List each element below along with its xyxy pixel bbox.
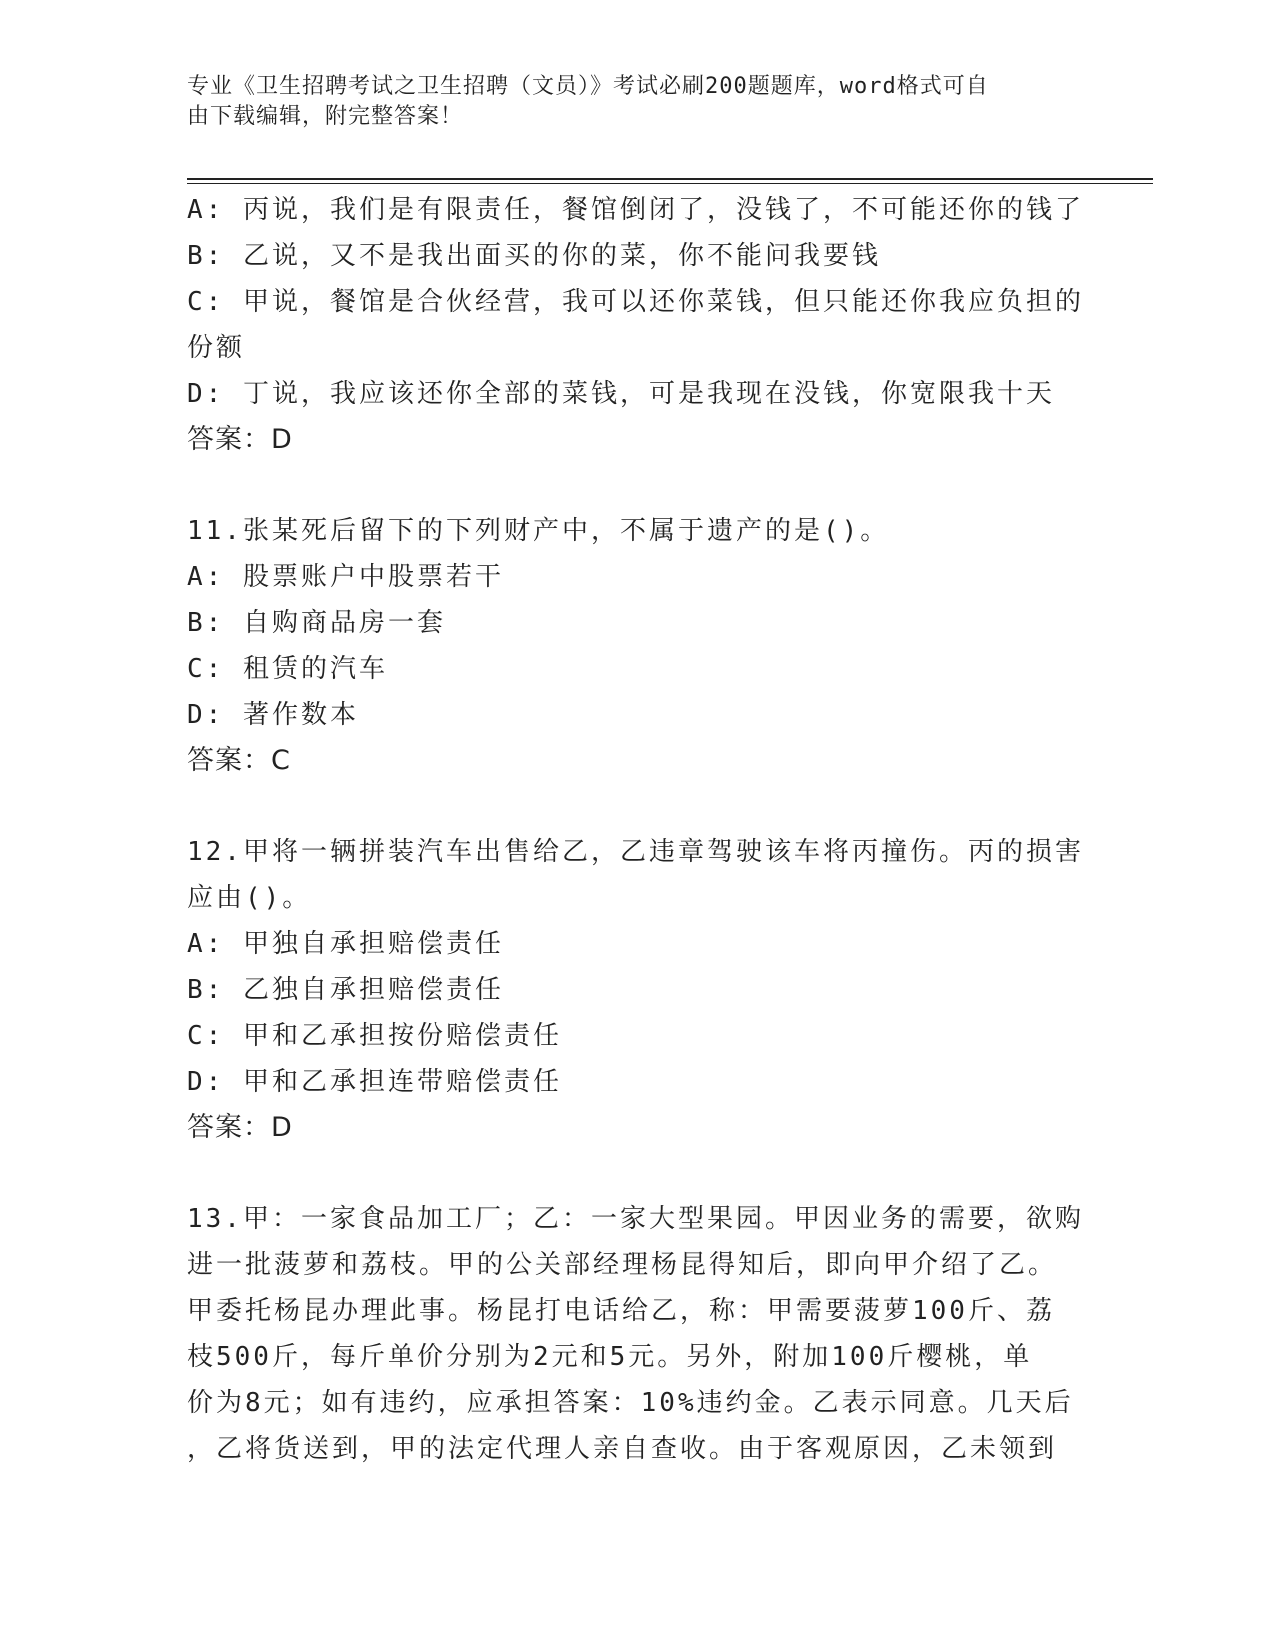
question-12 — [187, 829, 1087, 1151]
option-b: B: 乙说，又不是我出面买的你的菜，你不能问我要钱 — [187, 241, 881, 271]
option-c: C: 租赁的汽车 — [187, 654, 388, 684]
answer: 答案：D — [187, 424, 293, 455]
question-text-continued: 应由()。 — [187, 883, 312, 913]
option-a: A: 股票账户中股票若干 — [187, 562, 504, 592]
header-divider-thick — [187, 178, 1153, 180]
question-text: 11.张某死后留下的下列财产中，不属于遗产的是()。 — [187, 516, 890, 546]
document-body — [187, 187, 1087, 1472]
option-c-continued: 份额 — [187, 333, 246, 363]
question-text-line-2: 进一批菠萝和荔枝。甲的公关部经理杨昆得知后，即向甲介绍了乙。 — [187, 1250, 1058, 1280]
question-13 — [187, 1196, 1087, 1472]
question-text-line-6: ，乙将货送到，甲的法定代理人亲自查收。由于客观原因，乙未领到 — [187, 1434, 1058, 1464]
option-d: D: 甲和乙承担连带赔偿责任 — [187, 1067, 562, 1097]
option-a: A: 丙说，我们是有限责任，餐馆倒闭了，没钱了，不可能还你的钱了 — [187, 195, 1084, 225]
question-text: 12.甲将一辆拼装汽车出售给乙，乙违章驾驶该车将丙撞伤。丙的损害 — [187, 837, 1084, 867]
option-c: C: 甲说，餐馆是合伙经营，我可以还你菜钱，但只能还你我应负担的 — [187, 287, 1084, 317]
question-text-line-3: 甲委托杨昆办理此事。杨昆打电话给乙，称：甲需要菠萝100斤、荔 — [187, 1296, 1055, 1326]
option-b: B: 乙独自承担赔偿责任 — [187, 975, 504, 1005]
answer: 答案：C — [187, 745, 291, 776]
question-text-line-5: 价为8元；如有违约，应承担答案：10%违约金。乙表示同意。几天后 — [187, 1388, 1074, 1418]
option-b: B: 自购商品房一套 — [187, 608, 446, 638]
question-text-line-4: 枝500斤，每斤单价分别为2元和5元。另外，附加100斤樱桃，单 — [187, 1342, 1033, 1372]
option-d: D: 著作数本 — [187, 700, 359, 730]
question-text-line-1: 13.甲：一家食品加工厂；乙：一家大型果园。甲因业务的需要，欲购 — [187, 1204, 1084, 1234]
option-c: C: 甲和乙承担按份赔偿责任 — [187, 1021, 562, 1051]
header-divider-thin — [187, 183, 1153, 184]
question-11 — [187, 508, 1087, 784]
document-header — [187, 72, 1067, 132]
option-a: A: 甲独自承担赔偿责任 — [187, 929, 504, 959]
option-d: D: 丁说，我应该还你全部的菜钱，可是我现在没钱，你宽限我十天 — [187, 379, 1055, 409]
answer: 答案：D — [187, 1112, 293, 1143]
question-10 — [187, 187, 1087, 463]
header-line-1: 专业《卫生招聘考试之卫生招聘（文员）》考试必刷200题题库，word格式可自 — [187, 74, 989, 99]
header-line-2: 由下载编辑，附完整答案！ — [187, 104, 464, 129]
